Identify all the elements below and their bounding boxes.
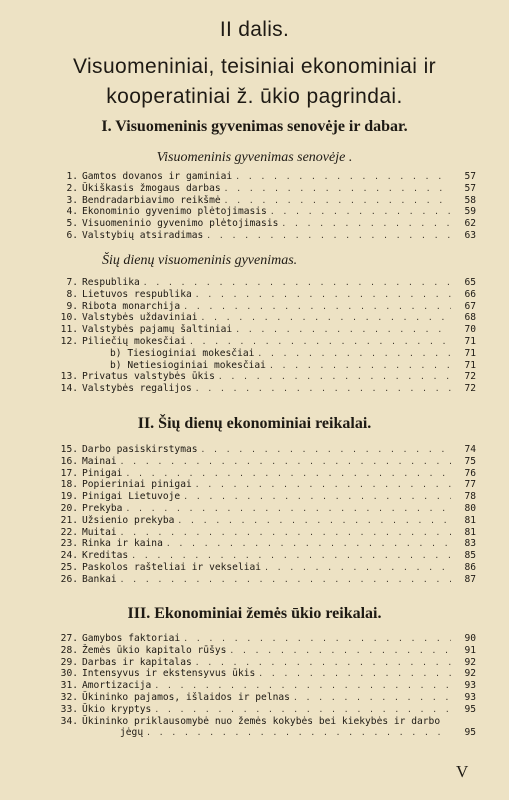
dot-leader [235, 324, 451, 336]
entry-page-number: 95 [464, 703, 476, 715]
toc-entry [40, 668, 476, 680]
dot-leader [131, 550, 451, 562]
entry-number: 10. [60, 312, 78, 324]
entry-title: Darbas ir kapitalas [82, 656, 192, 668]
dot-leader [154, 680, 451, 692]
dot-leader [154, 704, 451, 716]
entry-number: 14. [60, 383, 78, 395]
entry-number: 8. [66, 288, 78, 300]
toc-entry [40, 657, 476, 669]
entry-number: 25. [60, 561, 78, 573]
part-title-line-2: kooperatiniai ž. ūkio pagrindai. [106, 85, 403, 108]
entry-number: 7. [66, 277, 78, 288]
dot-leader [183, 633, 451, 645]
entry-number: 1. [66, 171, 78, 182]
entry-number: 29. [60, 656, 78, 668]
entry-page-number: 72 [464, 371, 476, 383]
entry-number: 28. [60, 644, 78, 656]
entry-page-number: 63 [464, 229, 476, 241]
entry-title: Prekyba [82, 502, 123, 514]
section-heading-1: I. Visuomeninis gyvenimas senovėje ir dabar. [101, 118, 408, 135]
dot-leader [195, 479, 451, 491]
toc-entry [40, 230, 476, 242]
dot-leader [146, 727, 451, 739]
toc-entry [40, 562, 476, 574]
entry-page-number: 67 [464, 300, 476, 312]
toc-list-1a [40, 171, 476, 242]
toc-entry [40, 371, 476, 383]
section-heading-2: II. Šių dienų ekonominiai reikalai. [137, 415, 372, 432]
toc-entry [40, 527, 476, 539]
entry-page-number: 85 [464, 550, 476, 562]
entry-page-number: 66 [464, 288, 476, 300]
entry-title: Valstybės uždaviniai [82, 312, 198, 324]
dot-leader [206, 230, 451, 242]
toc-list-2 [40, 444, 476, 586]
toc-entry [40, 324, 476, 336]
toc-entry [40, 206, 476, 218]
toc-entry [40, 183, 476, 195]
toc-entry [40, 479, 476, 491]
entry-page-number: 58 [464, 194, 476, 206]
toc-entry [40, 704, 476, 716]
entry-number: 6. [66, 229, 78, 241]
dot-leader [224, 183, 451, 195]
entry-page-number: 70 [464, 324, 476, 336]
entry-page-number: 77 [464, 479, 476, 491]
entry-page-number: 76 [464, 467, 476, 479]
toc-entry [40, 633, 476, 645]
dot-leader [270, 206, 451, 218]
toc-entry [40, 348, 476, 360]
entry-page-number: 81 [464, 514, 476, 526]
entry-title: Popieriniai pinigai [82, 479, 192, 491]
entry-number: 12. [60, 335, 78, 347]
entry-number: 24. [60, 550, 78, 562]
dot-leader [281, 218, 451, 230]
toc-entry [40, 289, 476, 301]
dot-leader [257, 348, 451, 360]
entry-number: 18. [60, 479, 78, 491]
toc-entry [40, 645, 476, 657]
toc-entry [40, 336, 476, 348]
toc-entry [40, 538, 476, 550]
entry-title: Visuomeninio gyvenimo plėtojimasis [82, 218, 279, 230]
entry-number: 9. [66, 300, 78, 312]
entry-page-number: 65 [464, 277, 476, 288]
entry-page-number: 57 [464, 182, 476, 194]
entry-title: Žemės ūkio kapitalo rūšys [82, 644, 227, 656]
entry-title: Ūkininko pajamos, išlaidos ir pelnas [82, 691, 290, 703]
part-heading: II dalis. [219, 18, 290, 41]
dot-leader [189, 336, 451, 348]
toc-entry [40, 444, 476, 456]
section-heading-3: III. Ekonominiai žemės ūkio reikalai. [127, 605, 382, 622]
dot-leader [120, 456, 451, 468]
dot-leader [264, 562, 451, 574]
dot-leader [269, 360, 451, 372]
entry-title: Intensyvus ir ekstensyvus ūkis [82, 668, 256, 680]
toc-entry [40, 727, 476, 739]
entry-title: Ūkininko priklausomybė nuo žemės kokybės bei kiekybės ir darbo [82, 715, 441, 727]
toc-list-3 [40, 633, 476, 739]
entry-title: b) Tiesioginiai mokesčiai [110, 347, 255, 359]
entry-title: Muitai [82, 526, 117, 538]
entry-page-number: 72 [464, 383, 476, 395]
entry-title: Gamybos faktoriai [82, 633, 181, 644]
entry-page-number: 87 [464, 573, 476, 585]
entry-page-number: 81 [464, 526, 476, 538]
entry-number: 30. [60, 668, 78, 680]
toc-entry [40, 171, 476, 183]
toc-entry [40, 468, 476, 480]
entry-page-number: 93 [464, 680, 476, 692]
dot-leader [195, 289, 451, 301]
toc-entry [40, 680, 476, 692]
entry-number: 11. [60, 324, 78, 336]
toc-entry [40, 456, 476, 468]
dot-leader [125, 468, 451, 480]
entry-number: 5. [66, 218, 78, 230]
toc-entry [40, 218, 476, 230]
toc-entry [40, 503, 476, 515]
section-subtitle-1b: Šių dienų visuomeninis gyvenimas. [102, 253, 298, 268]
entry-number: 3. [66, 194, 78, 206]
entry-number: 26. [60, 573, 78, 585]
entry-page-number: 78 [464, 491, 476, 503]
entry-number: 2. [66, 182, 78, 194]
entry-page-number: 95 [464, 727, 476, 739]
entry-number: 34. [60, 715, 78, 727]
entry-title: Respublika [82, 277, 140, 288]
dot-leader [224, 195, 451, 207]
entry-page-number: 71 [464, 335, 476, 347]
entry-page-number: 86 [464, 561, 476, 573]
dot-leader [201, 444, 451, 456]
entry-page-number: 68 [464, 312, 476, 324]
dot-leader [125, 503, 451, 515]
dot-leader [120, 527, 451, 539]
entry-number: 27. [60, 633, 78, 644]
entry-title: Ūkiškasis žmogaus darbas [82, 182, 221, 194]
entry-title: Mainai [82, 455, 117, 467]
entry-number: 16. [60, 455, 78, 467]
toc-entry [40, 195, 476, 207]
entry-title: Bankai [82, 573, 117, 585]
dot-leader [195, 383, 451, 395]
entry-page-number: 92 [464, 668, 476, 680]
entry-title: Privatus valstybės ūkis [82, 371, 215, 383]
entry-page-number: 59 [464, 206, 476, 218]
entry-page-number: 90 [464, 633, 476, 644]
entry-page-number: 71 [464, 347, 476, 359]
dot-leader [120, 574, 451, 586]
entry-title: Kreditas [82, 550, 129, 562]
entry-title: Ūkio kryptys [82, 703, 152, 715]
entry-number: 20. [60, 502, 78, 514]
entry-title: Užsienio prekyba [82, 514, 175, 526]
dot-leader [183, 491, 451, 503]
entry-title: Valstybės pajamų šaltiniai [82, 324, 233, 336]
dot-leader [201, 312, 451, 324]
dot-leader [229, 645, 451, 657]
dot-leader [166, 538, 451, 550]
toc-entry [40, 277, 476, 289]
entry-number: 13. [60, 371, 78, 383]
entry-number: 15. [60, 444, 78, 455]
toc-entry [40, 574, 476, 586]
dot-leader [177, 515, 451, 527]
section-subtitle-1a: Visuomeninis gyvenimas senovėje . [156, 150, 353, 165]
entry-title: Valstybės regalijos [82, 383, 192, 395]
dot-leader [258, 668, 451, 680]
toc-entry [40, 716, 476, 728]
entry-page-number: 83 [464, 538, 476, 550]
entry-title: Ribota monarchija [82, 300, 181, 312]
entry-page-number: 62 [464, 218, 476, 230]
entry-title: Pinigai Lietuvoje [82, 491, 181, 503]
entry-title: jėgų [120, 727, 144, 739]
entry-page-number: 93 [464, 691, 476, 703]
entry-number: 31. [60, 680, 78, 692]
entry-page-number: 74 [464, 444, 476, 455]
entry-page-number: 91 [464, 644, 476, 656]
toc-entry [40, 312, 476, 324]
toc-entry [40, 692, 476, 704]
dot-leader [195, 657, 451, 669]
toc-entry [40, 360, 476, 372]
dot-leader [293, 692, 451, 704]
page-numeral: V [456, 762, 469, 781]
dot-leader [183, 301, 451, 313]
toc-entry [40, 550, 476, 562]
part-title-line-1: Visuomeniniai, teisiniai ekonominiai ir [72, 55, 437, 78]
entry-number: 23. [60, 538, 78, 550]
entry-title: Darbo pasiskirstymas [82, 444, 198, 455]
entry-title: Pinigai [82, 467, 123, 479]
entry-title: Rinka ir kaina [82, 538, 163, 550]
dot-leader [143, 277, 451, 289]
entry-title: Piliečių mokesčiai [82, 335, 186, 347]
entry-page-number: 92 [464, 656, 476, 668]
toc-list-1b [40, 277, 476, 395]
entry-title: b) Netiesioginiai mokesčiai [110, 359, 266, 371]
toc-entry [40, 515, 476, 527]
entry-page-number: 57 [464, 171, 476, 182]
entry-number: 4. [66, 206, 78, 218]
entry-page-number: 71 [464, 359, 476, 371]
entry-title: Amortizacija [82, 680, 152, 692]
entry-title: Paskolos rašteliai ir vekseliai [82, 561, 262, 573]
entry-page-number: 80 [464, 502, 476, 514]
toc-entry [40, 301, 476, 313]
entry-title: Lietuvos respublika [82, 288, 192, 300]
entry-page-number: 75 [464, 455, 476, 467]
entry-number: 33. [60, 703, 78, 715]
entry-number: 21. [60, 514, 78, 526]
entry-number: 19. [60, 491, 78, 503]
entry-title: Ekonominio gyvenimo plėtojimasis [82, 206, 267, 218]
entry-title: Gamtos dovanos ir gaminiai [82, 171, 233, 182]
entry-title: Valstybių atsiradimas [82, 229, 204, 241]
entry-number: 32. [60, 691, 78, 703]
toc-entry [40, 383, 476, 395]
dot-leader [218, 371, 451, 383]
entry-number: 22. [60, 526, 78, 538]
dot-leader [235, 171, 451, 183]
entry-title: Bendradarbiavimo reikšmė [82, 194, 221, 206]
entry-number: 17. [60, 467, 78, 479]
toc-entry [40, 491, 476, 503]
